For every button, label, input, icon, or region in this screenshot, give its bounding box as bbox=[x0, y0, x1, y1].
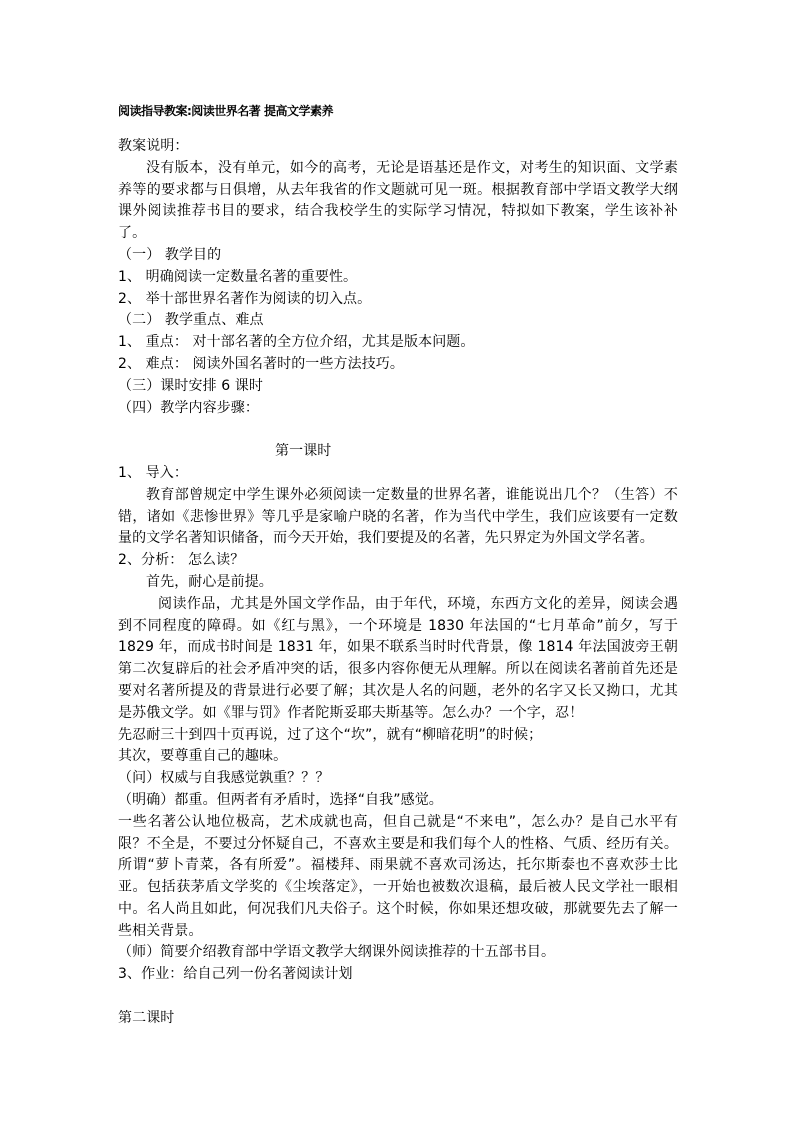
lesson-1-reading-paragraph: 阅读作品，尤其是外国文学作品，由于年代，环境，东西方文化的差异，阅读会遇到不同程度的障碍。如《红与黑》，一个环境是 1830 年法国的“七月革命”前夕，写于 1829 年，而成书时间是 1831 年，如果不联系当时时代背景，像 1814 年法国波旁王朝 第二次复辟后的社会矛盾冲突的话，很多内容你便无从理解。所以在阅读名著前首先还是要对名著所提及的背景进行必要了解；其次是人名的问题，老外的名字又长又拗口，尤其是苏俄文学。如《罪与罚》作者陀斯妥耶夫斯基等。怎么办？一个字，忍！ bbox=[118, 595, 678, 721]
section-2-item-1: 1、 重点： 对十部名著的全方位介绍，尤其是版本问题。 bbox=[118, 334, 475, 351]
lesson-1-intro-heading: 1、 导入： bbox=[118, 464, 188, 481]
lesson-1-homework: 3、作业：给自己列一份名著阅读计划 bbox=[118, 966, 353, 983]
lesson-2-title: 第二课时 bbox=[118, 1009, 175, 1026]
lesson-1-second-point: 其次，要尊重自己的趣味。 bbox=[118, 748, 288, 765]
intro-heading: 教案说明： bbox=[118, 138, 189, 154]
section-2-heading: （二） 教学重点、难点 bbox=[118, 312, 264, 329]
spacer bbox=[118, 986, 678, 1008]
lesson-1-answer: （明确）都重。但两者有矛盾时，选择“自我”感觉。 bbox=[118, 791, 443, 808]
section-1-heading: （一） 教学目的 bbox=[118, 246, 222, 263]
lesson-1-taste-paragraph: 一些名著公认地位极高，艺术成就也高，但自己就是“不来电”，怎么办？是自己水平有限？不全是，不要过分怀疑自己，不喜欢主要是和我们每个人的性格、气质、经历有关。所谓“萝卜青菜，各有所爱”。福楼拜、雨果就不喜欢司汤达，托尔斯泰也不喜欢莎士比亚。包括获茅盾文学奖的《尘埃落定》，一开始也被数次退稿，最后被人民文学社一眼相中。名人尚且如此，何况我们凡夫俗子。这个时候，你如果还想攻破，那就要先去了解一些相关背景。 bbox=[118, 813, 678, 939]
section-4: （四）教学内容步骤： bbox=[118, 399, 259, 416]
section-2-item-2: 2、 难点： 阅读外国名著时的一些方法技巧。 bbox=[118, 355, 405, 372]
lesson-1-title: 第一课时 bbox=[275, 443, 332, 460]
lesson-1-analysis-heading: 2、分析： 怎么读？ bbox=[118, 552, 245, 569]
lesson-1-intro-body: 教育部曾规定中学生课外必须阅读一定数量的世界名著，谁能说出几个？（生答）不错，诸如《悲惨世界》等几乎是家喻户晓的名著，作为当代中学生，我们应该要有一定数量的文学名著知识储备，而今天开始，我们要提及的名著，先只界定为外国文学名著。 bbox=[118, 486, 678, 547]
lesson-1-question: （问）权威与自我感觉孰重？？？ bbox=[118, 770, 330, 787]
section-3: （三）课时安排 6 课时 bbox=[118, 377, 264, 394]
lesson-1-reading-line: 先忍耐三十到四十页再说，过了这个“坎”，就有“柳暗花明”的时候； bbox=[118, 726, 543, 743]
spacer bbox=[118, 419, 678, 441]
section-1-item-1: 1、 明确阅读一定数量名著的重要性。 bbox=[118, 268, 358, 285]
lesson-1-first-point: 首先，耐心是前提。 bbox=[146, 573, 273, 590]
intro-paragraph: 没有版本，没有单元，如今的高考，无论是语基还是作文，对考生的知识面、文学素养等的要求都与日俱增，从去年我省的作文题就可见一斑。根据教育部中学语文教学大纲课外阅读推荐书目的要求，结合我校学生的实际学习情况，特拟如下教案，学生该补补了。 bbox=[118, 159, 678, 242]
lesson-1-teacher-note: （师）简要介绍教育部中学语文教学大纲课外阅读推荐的十五部书目。 bbox=[118, 944, 556, 961]
section-1-item-2: 2、 举十部世界名著作为阅读的切入点。 bbox=[118, 290, 372, 307]
document-page bbox=[118, 104, 678, 1030]
document-title: 阅读指导教案:阅读世界名著 提高文学素养 bbox=[118, 104, 333, 118]
